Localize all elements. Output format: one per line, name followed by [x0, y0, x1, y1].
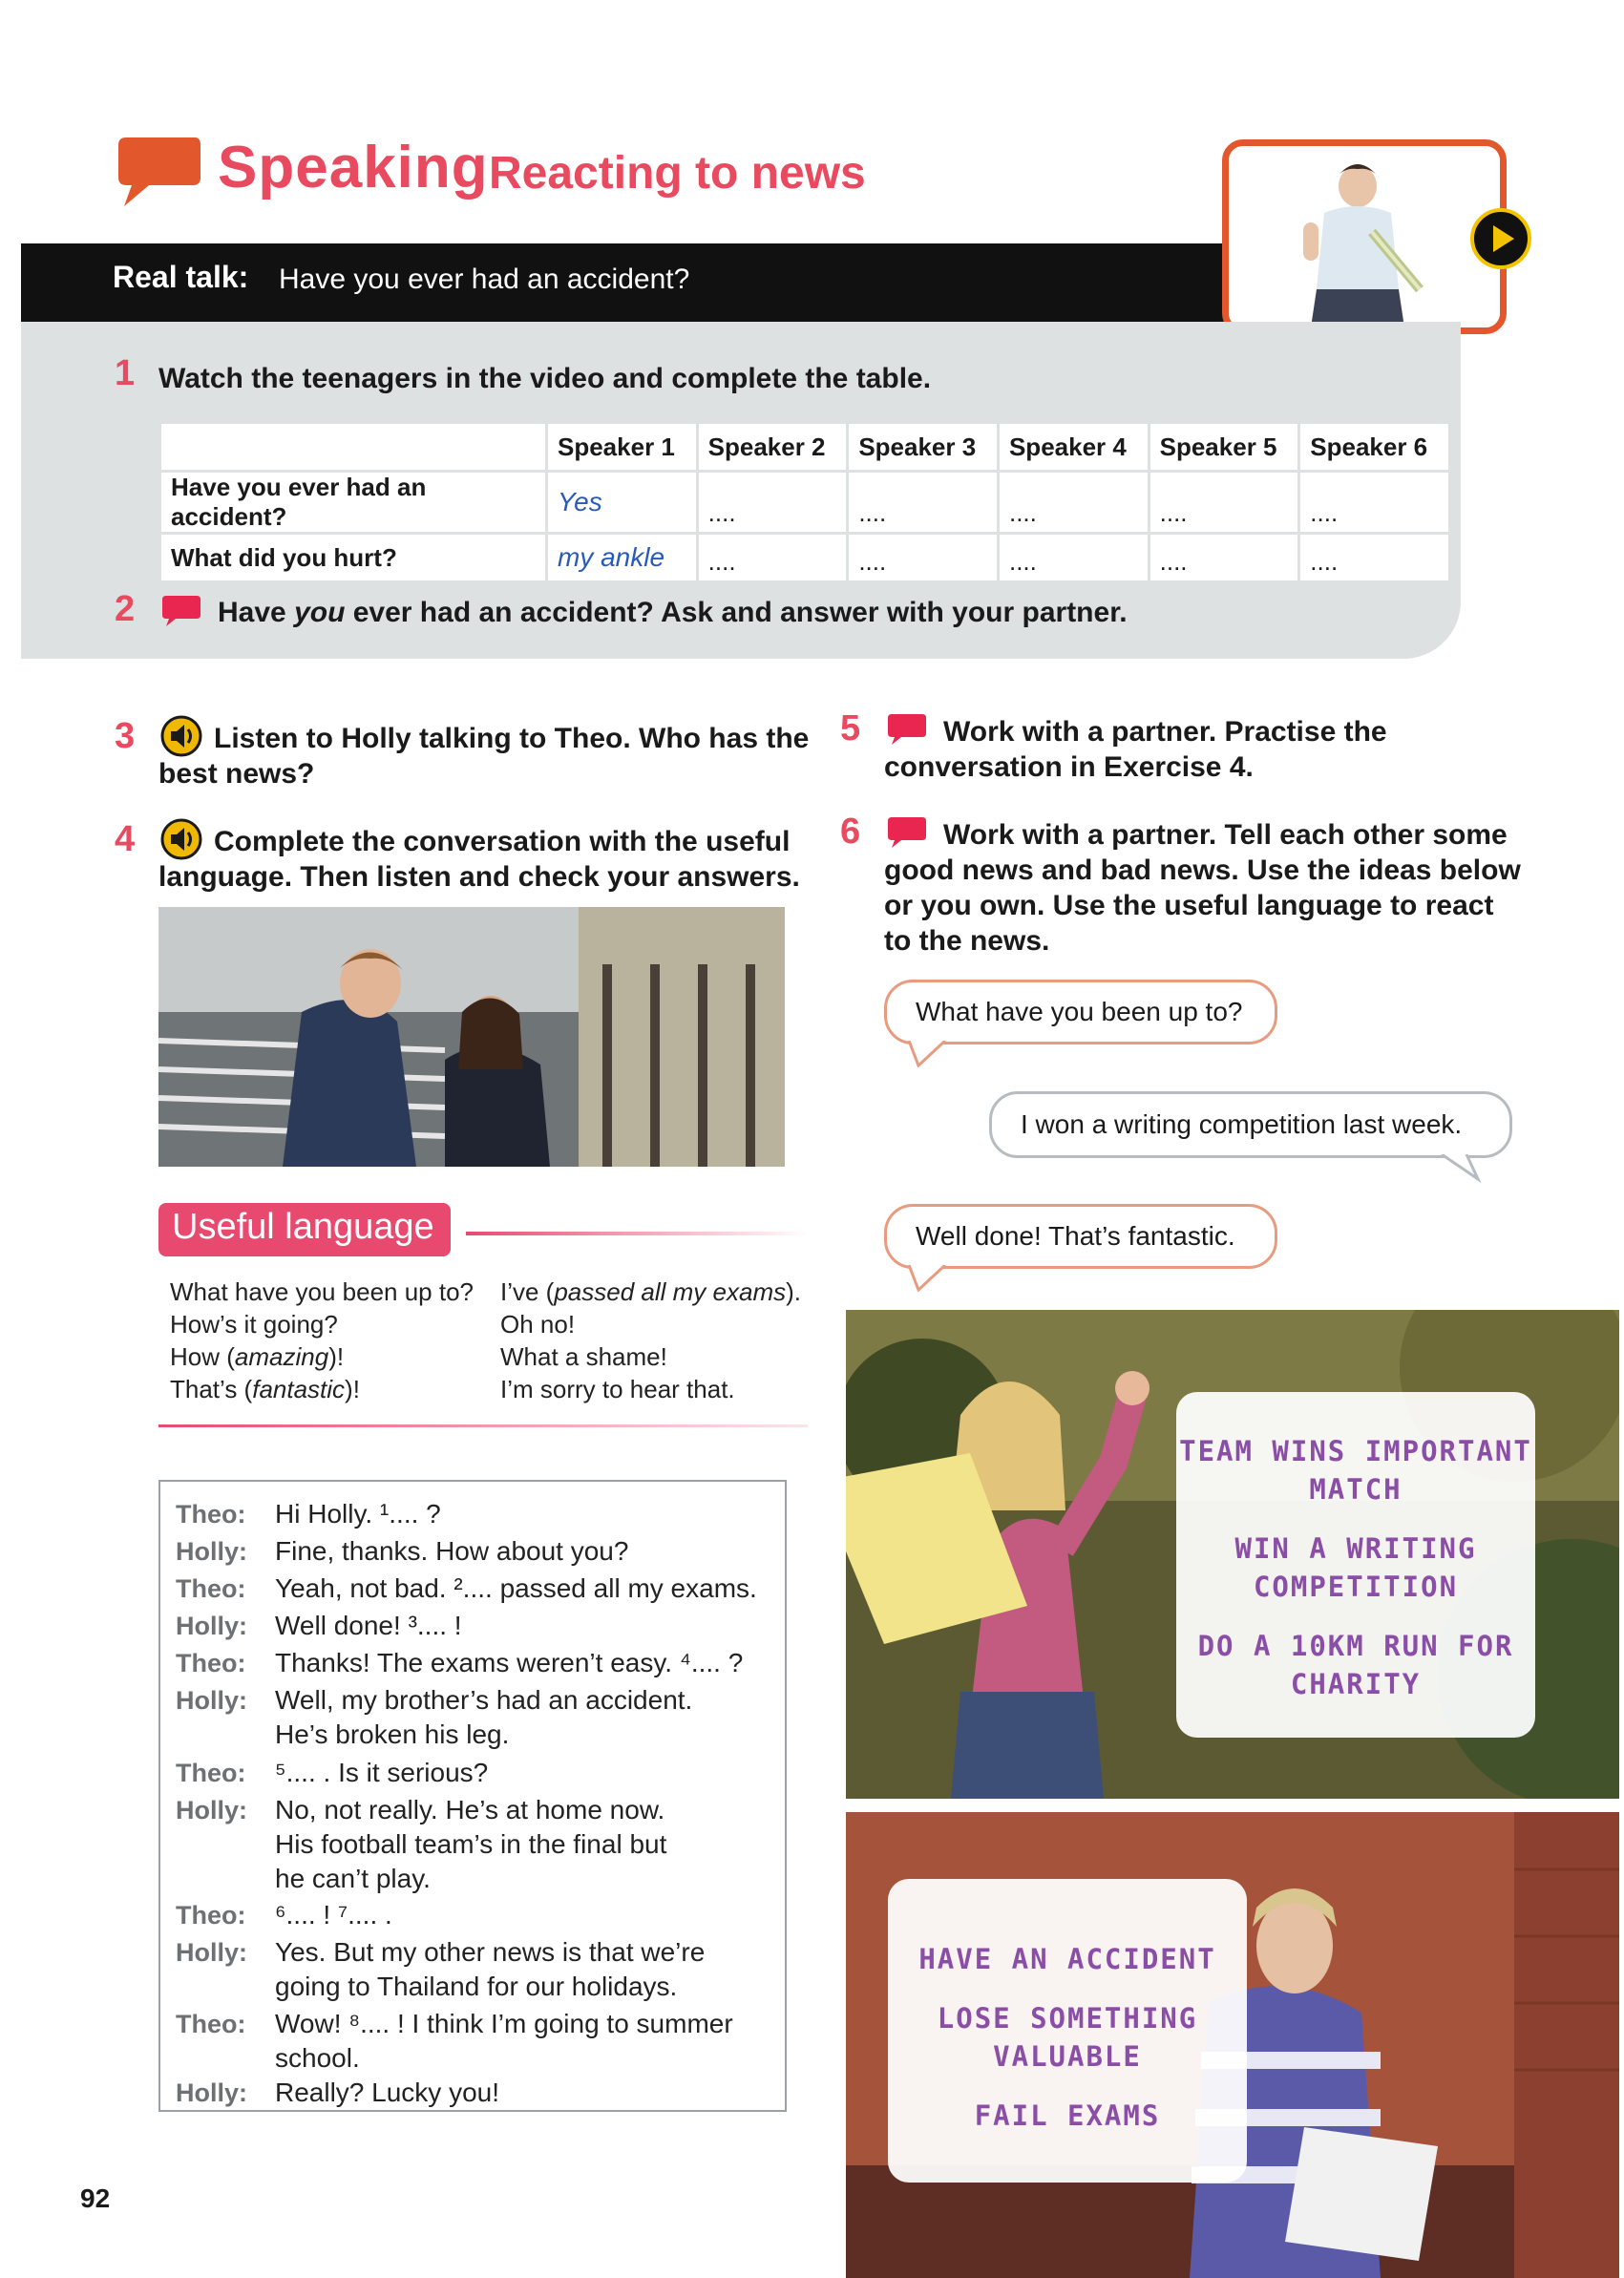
- speaking-icon: [160, 594, 202, 628]
- exercise-2-instruction: [218, 595, 1128, 630]
- exercise-6-line-4: to the news.: [884, 925, 1050, 957]
- audio-icon[interactable]: [160, 715, 202, 757]
- column-header: Speaker 3: [849, 424, 997, 470]
- column-header: Speaker 5: [1150, 424, 1298, 470]
- blank-cell[interactable]: ....: [1000, 473, 1148, 532]
- speaker-name: Theo:: [176, 1901, 246, 1930]
- news-idea-line: WIN A WRITING: [1234, 1532, 1477, 1565]
- conversation-box: [158, 1480, 787, 2112]
- speech-bubble-tail: [907, 1041, 955, 1067]
- dialogue-text: ⁵.... . Is it serious?: [275, 1758, 489, 1787]
- news-idea: [888, 2097, 1247, 2135]
- exercise-1-number: 1: [115, 353, 136, 393]
- section-title: Speaking: [218, 135, 489, 200]
- speech-bubble: [884, 980, 1277, 1044]
- column-header: Speaker 4: [1000, 424, 1148, 470]
- news-idea-line: LOSE SOMETHING: [937, 2002, 1198, 2035]
- useful-phrase: What have you been up to?: [170, 1277, 475, 1306]
- speaking-icon: [886, 815, 928, 850]
- speech-bubble: [884, 1204, 1277, 1269]
- speaker-name: Theo:: [176, 1649, 246, 1677]
- dialogue-text: [275, 1683, 771, 1752]
- dialogue-text: Well done! ³.... !: [275, 1611, 462, 1640]
- speech-bubble-text: Well done! That’s fantastic.: [916, 1221, 1235, 1251]
- news-idea-line: COMPETITION: [1253, 1571, 1459, 1603]
- exercise-4-line-1: Complete the conversation with the useful: [214, 826, 791, 857]
- speaking-icon: [886, 712, 928, 747]
- photo-holly-and-theo: [158, 907, 785, 1167]
- blank-cell[interactable]: ....: [699, 473, 847, 532]
- audio-icon[interactable]: [160, 818, 202, 860]
- blank-cell[interactable]: ....: [1300, 473, 1448, 532]
- speaker-table: [158, 421, 1451, 583]
- blank-cell[interactable]: ....: [1300, 535, 1448, 580]
- good-news-ideas-card: [1176, 1392, 1535, 1738]
- row-question: Have you ever had an accident?: [161, 473, 545, 532]
- dialogue-text-line: He’s broken his leg.: [275, 1719, 510, 1749]
- dialogue-text-line: Yes. But my other news is that we’re: [275, 1937, 706, 1967]
- useful-phrase: That’s (fantastic)!: [170, 1375, 360, 1403]
- exercise-4-number: 4: [115, 819, 136, 859]
- exercise-3-number: 3: [115, 716, 136, 756]
- news-idea-line: MATCH: [1309, 1473, 1403, 1506]
- news-idea-line: DO A 10KM RUN FOR: [1197, 1630, 1514, 1662]
- exercise-5-line-1: Work with a partner. Practise the: [943, 716, 1387, 748]
- useful-phrase: I’ve (passed all my exams).: [500, 1277, 801, 1306]
- speech-bubble: [989, 1091, 1512, 1158]
- table-row: [161, 473, 1448, 532]
- news-idea: [888, 1999, 1247, 2076]
- useful-phrase: Oh no!: [500, 1310, 576, 1339]
- useful-language-rule-top: [466, 1232, 810, 1235]
- column-header: Speaker 1: [548, 424, 696, 470]
- useful-language-badge: Useful language: [158, 1203, 451, 1256]
- useful-phrase: How’s it going?: [170, 1310, 338, 1339]
- exercise-6-number: 6: [840, 812, 861, 852]
- real-talk-label: Real talk:: [113, 260, 249, 294]
- speech-bubble-text: What have you been up to?: [916, 997, 1243, 1026]
- speaker-name: Holly:: [176, 2078, 248, 2107]
- speaker-name: Holly:: [176, 1537, 248, 1566]
- exercise-2-emphasis: you: [294, 597, 346, 628]
- dialogue-text: [275, 2007, 771, 2076]
- dialogue-text: Fine, thanks. How about you?: [275, 1536, 629, 1566]
- dialogue-text-line: Wow! ⁸.... ! I think I’m going to summer: [275, 2009, 733, 2038]
- exercise-3-line-1: Listen to Holly talking to Theo. Who has the: [214, 723, 810, 754]
- video-still-image: [1229, 146, 1500, 327]
- dialogue-text-line: No, not really. He’s at home now.: [275, 1795, 665, 1825]
- useful-language-column-1: [170, 1276, 474, 1405]
- exercise-4-line-2: language. Then listen and check your answers.: [158, 861, 800, 893]
- news-idea-line: CHARITY: [1290, 1668, 1422, 1700]
- dialogue-text: [275, 1935, 771, 2004]
- dialogue-text: Really? Lucky you!: [275, 2078, 500, 2107]
- useful-phrase: How (amazing)!: [170, 1342, 345, 1371]
- exercise-2-text-after: ever had an accident? Ask and answer with your partner.: [345, 597, 1128, 628]
- video-thumbnail[interactable]: [1222, 139, 1507, 334]
- bad-news-ideas-card: [888, 1879, 1247, 2183]
- news-idea-line: FAIL EXAMS: [974, 2099, 1161, 2132]
- dialogue-text: ⁶.... ! ⁷.... .: [275, 1900, 392, 1930]
- blank-cell[interactable]: ....: [1150, 473, 1298, 532]
- speaker-name: Holly:: [176, 1686, 248, 1715]
- news-idea-line: HAVE AN ACCIDENT: [918, 1943, 1216, 1975]
- table-corner-cell: [161, 424, 545, 470]
- blank-cell[interactable]: ....: [849, 473, 997, 532]
- speaker-name: Theo:: [176, 2010, 246, 2038]
- blank-cell[interactable]: ....: [699, 535, 847, 580]
- news-idea: [1176, 1432, 1535, 1508]
- blank-cell[interactable]: ....: [1000, 535, 1148, 580]
- news-idea: [888, 1940, 1247, 1978]
- real-talk-question: Have you ever had an accident?: [279, 264, 690, 295]
- exercise-6-line-3: or you own. Use the useful language to react: [884, 890, 1494, 921]
- exercise-2-number: 2: [115, 589, 136, 629]
- exercise-2-text-before: Have: [218, 597, 295, 628]
- play-icon[interactable]: [1470, 208, 1531, 269]
- news-idea-line: TEAM WINS IMPORTANT: [1179, 1435, 1532, 1467]
- dialogue-text: Thanks! The exams weren’t easy. ⁴.... ?: [275, 1648, 744, 1677]
- useful-phrase: What a shame!: [500, 1342, 667, 1371]
- dialogue-text: Yeah, not bad. ².... passed all my exams.: [275, 1573, 757, 1603]
- speaker-name: Theo:: [176, 1500, 246, 1529]
- table-row: [161, 535, 1448, 580]
- useful-language-rule-bottom: [158, 1424, 808, 1427]
- dialogue-text-line: he can’t play.: [275, 1864, 431, 1893]
- dialogue-text-line: school.: [275, 2043, 360, 2073]
- answer-cell: my ankle: [548, 535, 696, 580]
- exercise-5-number: 5: [840, 708, 861, 749]
- news-idea: [1176, 1529, 1535, 1606]
- speech-bubble-text: I won a writing competition last week.: [1021, 1109, 1463, 1139]
- section-subtitle: Reacting to news: [489, 148, 866, 199]
- page-number: 92: [80, 2183, 111, 2213]
- speaker-name: Holly:: [176, 1612, 248, 1640]
- exercise-6-line-1: Work with a partner. Tell each other some: [943, 819, 1508, 851]
- speech-bubble-tail: [907, 1265, 955, 1292]
- exercise-5-line-2: conversation in Exercise 4.: [884, 751, 1254, 783]
- exercise-1-instruction: Watch the teenagers in the video and complete the table.: [158, 363, 932, 394]
- news-idea: [1176, 1627, 1535, 1703]
- news-idea-line: VALUABLE: [993, 2040, 1142, 2073]
- dialogue-text: Hi Holly. ¹.... ?: [275, 1499, 441, 1529]
- dialogue-text-line: going to Thailand for our holidays.: [275, 1972, 678, 2001]
- blank-cell[interactable]: ....: [1150, 535, 1298, 580]
- blank-cell[interactable]: ....: [849, 535, 997, 580]
- row-question: What did you hurt?: [161, 535, 545, 580]
- table-header-row: [161, 424, 1448, 470]
- exercise-6-line-2: good news and bad news. Use the ideas below: [884, 854, 1521, 886]
- useful-language-column-2: [500, 1276, 801, 1405]
- speaker-name: Theo:: [176, 1759, 246, 1787]
- useful-phrase: I’m sorry to hear that.: [500, 1375, 735, 1403]
- column-header: Speaker 2: [699, 424, 847, 470]
- column-header: Speaker 6: [1300, 424, 1448, 470]
- dialogue-text-line: Well, my brother’s had an accident.: [275, 1685, 693, 1715]
- speech-bubble-tail: [1432, 1154, 1489, 1183]
- dialogue-text-line: His football team’s in the final but: [275, 1829, 667, 1859]
- speaker-name: Theo:: [176, 1574, 246, 1603]
- speech-bubble-icon: [115, 134, 202, 210]
- answer-cell: Yes: [548, 473, 696, 532]
- exercise-3-line-2: best news?: [158, 758, 315, 790]
- speaker-name: Holly:: [176, 1796, 248, 1825]
- speaker-name: Holly:: [176, 1938, 248, 1967]
- dialogue-text: [275, 1793, 771, 1896]
